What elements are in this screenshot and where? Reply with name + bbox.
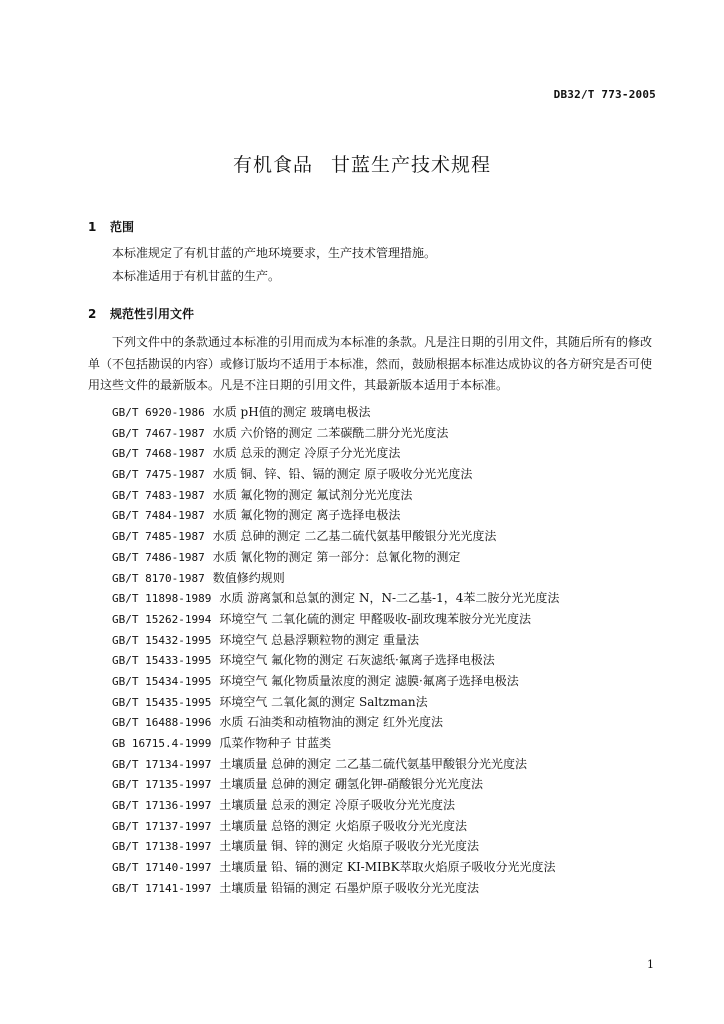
- reference-code: GB/T 7484-1987: [112, 509, 205, 523]
- reference-code: GB 16715.4-1999: [112, 737, 212, 750]
- reference-title: 土壤质量 总汞的测定 冷原子吸收分光光度法: [219, 798, 455, 813]
- section-heading-scope: [88, 218, 134, 235]
- reference-title: 土壤质量 铅、镉的测定 KI-MIBK萃取火焰原子吸收分光光度法: [219, 860, 556, 875]
- reference-code: GB/T 16488-1996: [112, 716, 212, 730]
- reference-item: [112, 423, 672, 444]
- reference-item: [112, 505, 672, 526]
- reference-title: 土壤质量 铜、锌的测定 火焰原子吸收分光光度法: [219, 839, 479, 854]
- reference-title: 水质 铜、锌、铅、镉的测定 原子吸收分光光度法: [212, 467, 473, 482]
- reference-item: [112, 816, 672, 837]
- reference-code: GB/T 17135-1997: [112, 778, 212, 792]
- reference-code: GB/T 8170-1987: [112, 571, 205, 585]
- reference-item: [112, 485, 672, 506]
- reference-code: GB/T 7483-1987: [112, 488, 205, 502]
- section-number: 2: [88, 307, 97, 321]
- reference-code: GB/T 15435-1995: [112, 695, 212, 709]
- reference-title: 水质 氟化物的测定 氟试剂分光光度法: [212, 487, 413, 502]
- reference-item: [112, 671, 672, 692]
- reference-title: 土壤质量 铅镉的测定 石墨炉原子吸收分光光度法: [219, 880, 479, 895]
- reference-title: 水质 pH值的测定 玻璃电极法: [212, 405, 371, 419]
- reference-title: 环境空气 二氧化硫的测定 甲醛吸收-副玫瑰苯胺分光光度法: [219, 611, 532, 626]
- reference-title: 水质 氰化物的测定 第一部分：总氰化物的测定: [212, 549, 461, 564]
- reference-title: 环境空气 氟化物质量浓度的测定 滤膜·氟离子选择电极法: [219, 673, 519, 688]
- reference-item: [112, 588, 672, 609]
- reference-code: GB/T 7468-1987: [112, 447, 205, 461]
- reference-item: [112, 795, 672, 816]
- reference-item: [112, 774, 672, 795]
- reference-code: GB/T 15432-1995: [112, 633, 212, 647]
- reference-title: 水质 总汞的测定 冷原子分光光度法: [212, 446, 401, 461]
- reference-title: 数值修约规则: [212, 570, 285, 585]
- reference-code: GB/T 7485-1987: [112, 530, 205, 544]
- standard-code: DB32/T 773-2005: [553, 88, 656, 101]
- scope-paragraph-1: 本标准规定了有机甘蓝的产地环境要求，生产技术管理措施。: [112, 246, 437, 260]
- reference-title: 环境空气 总悬浮颗粒物的测定 重量法: [219, 632, 419, 647]
- reference-item: [112, 609, 672, 630]
- reference-code: GB/T 17141-1997: [112, 881, 212, 895]
- reference-code: GB/T 7486-1987: [112, 550, 205, 564]
- reference-item: [112, 754, 672, 775]
- reference-item: [112, 692, 672, 713]
- title-part-2: 甘蓝生产技术规程: [331, 154, 492, 176]
- reference-title: 水质 游离氯和总氯的测定 N，N-二乙基-1，4苯二胺分光光度法: [219, 591, 560, 606]
- reference-code: GB/T 7467-1987: [112, 426, 205, 440]
- reference-item: [112, 836, 672, 857]
- reference-item: [112, 630, 672, 651]
- reference-item: [112, 857, 672, 878]
- reference-item: [112, 464, 672, 485]
- reference-code: GB/T 15262-1994: [112, 612, 212, 626]
- reference-title: 瓜菜作物种子 甘蓝类: [219, 736, 332, 750]
- reference-code: GB/T 15434-1995: [112, 674, 212, 688]
- references-intro-paragraph: 下列文件中的条款通过本标准的引用而成为本标准的条款。凡是注日期的引用文件，其随后所有的修改单（不包括勘误的内容）或修订版均不适用于本标准，然而，鼓励根据本标准达成协议的各方研究是否可使用这些文件的最新版本。凡是不注日期的引用文件，其最新版本适用于本标准。: [88, 335, 653, 392]
- section-heading-references: [88, 305, 194, 322]
- section-title: 规范性引用文件: [110, 307, 195, 321]
- reference-item: [112, 878, 672, 899]
- reference-code: GB/T 15433-1995: [112, 654, 212, 668]
- title-part-1: 有机食品: [232, 154, 313, 176]
- reference-list: [112, 402, 672, 899]
- reference-item: [112, 733, 672, 754]
- reference-item: [112, 650, 672, 671]
- reference-title: 土壤质量 总铬的测定 火焰原子吸收分光光度法: [219, 818, 467, 833]
- reference-item: [112, 526, 672, 547]
- section-title: 范围: [110, 220, 135, 234]
- reference-code: GB/T 17138-1997: [112, 840, 212, 854]
- reference-title: 土壤质量 总砷的测定 二乙基二硫代氨基甲酸银分光光度法: [219, 756, 527, 771]
- reference-item: [112, 712, 672, 733]
- reference-code: GB/T 11898-1989: [112, 592, 212, 606]
- reference-item: [112, 568, 672, 589]
- reference-title: 环境空气 氟化物的测定 石灰滤纸·氟离子选择电极法: [219, 653, 495, 668]
- reference-item: [112, 547, 672, 568]
- page-number: 1: [647, 958, 654, 971]
- reference-item: [112, 402, 672, 423]
- reference-code: GB/T 17140-1997: [112, 861, 212, 875]
- section-number: 1: [88, 220, 97, 234]
- reference-code: GB/T 6920-1986: [112, 406, 205, 419]
- reference-title: 环境空气 二氧化氮的测定 Saltzman法: [219, 694, 428, 709]
- reference-code: GB/T 7475-1987: [112, 468, 205, 482]
- reference-code: GB/T 17134-1997: [112, 757, 212, 771]
- reference-code: GB/T 17136-1997: [112, 799, 212, 813]
- reference-title: 水质 氟化物的测定 离子选择电极法: [212, 508, 401, 523]
- reference-item: [112, 443, 672, 464]
- reference-title: 水质 六价铬的测定 二苯碳酰二肼分光光度法: [212, 425, 449, 440]
- reference-code: GB/T 17137-1997: [112, 819, 212, 833]
- document-title: [0, 150, 724, 177]
- reference-title: 水质 总砷的测定 二乙基二硫代氨基甲酸银分光光度法: [212, 529, 497, 544]
- scope-paragraph-2: 本标准适用于有机甘蓝的生产。: [112, 269, 281, 283]
- reference-title: 土壤质量 总砷的测定 硼氢化钾-硝酸银分光光度法: [219, 777, 484, 792]
- reference-title: 水质 石油类和动植物油的测定 红外光度法: [219, 715, 443, 730]
